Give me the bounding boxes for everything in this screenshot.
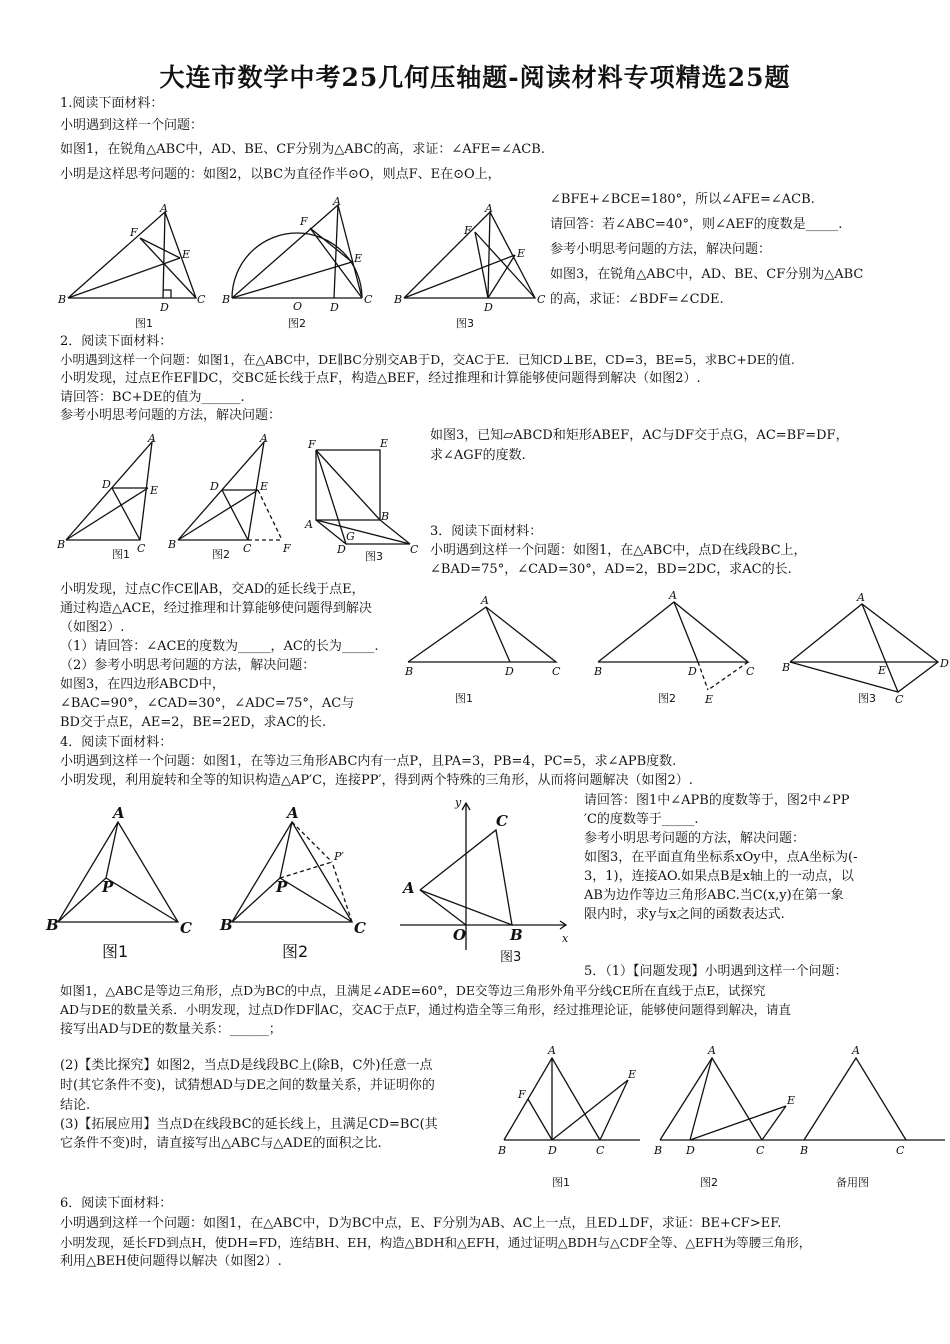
svg-text:B: B [800, 1144, 809, 1157]
svg-text:B: B [58, 293, 67, 306]
svg-text:P: P [102, 878, 114, 896]
svg-text:图3: 图3 [858, 692, 876, 705]
svg-text:备用图: 备用图 [836, 1176, 869, 1189]
svg-text:F: F [300, 215, 308, 228]
p3-line-7: ∠BAC=90°，∠CAD=30°，∠ADC=75°，AC与 [60, 696, 355, 711]
svg-text:D: D [940, 657, 949, 670]
p3-right-3: ∠BAD=75°，∠CAD=30°，AD=2，BD=2DC，求AC的长. [430, 562, 792, 577]
svg-text:A: A [113, 804, 125, 822]
svg-text:B: B [782, 661, 791, 674]
svg-text:O: O [293, 300, 303, 313]
p5-line-9: 它条件不变)时，请直接写出△ABC与△ADE的面积之比. [60, 1136, 382, 1151]
p1-right-2: 请回答：若∠ABC=40°，则∠AEF的度数是_____. [550, 217, 843, 232]
svg-text:C: C [596, 1144, 605, 1157]
svg-text:B: B [57, 538, 66, 551]
svg-text:C: C [180, 919, 192, 937]
p2-right-1: 如图3，已知▱ABCD和矩形ABEF，AC与DF交于点G，AC=BF=DF， [430, 428, 849, 443]
p1-right-4: 如图3，在锐角△ABC中，AD、BE、CF分别为△ABC [550, 267, 864, 282]
p3-line-3: （如图2）. [60, 620, 125, 635]
p5-line-3: AD与DE的数量关系．小明发现，过点D作DF∥AC，交AC于点F，通过构造全等三角形，经过推理论证，能够使问题得到解决，请直 [60, 1002, 792, 1017]
p5-figure-3 [799, 1044, 945, 1189]
p2-line-1: 2．阅读下面材料： [60, 334, 173, 349]
svg-text:A: A [287, 804, 299, 822]
svg-text:C: C [197, 293, 206, 306]
p1-right-5: 的高，求证：∠BDF=∠CDE. [550, 292, 724, 307]
svg-text:图3: 图3 [456, 317, 474, 330]
p4-right-7: 限内时，求y与x之间的函数表达式. [584, 907, 785, 922]
p2-right-2: 求∠AGF的度数. [430, 448, 526, 463]
svg-text:D: D [484, 301, 493, 314]
p1-line-4: 小明是这样思考问题的：如图2，以BC为直径作半⊙O，则点F、E在⊙O上， [60, 167, 501, 182]
svg-text:D: D [337, 543, 346, 556]
p1-line-1: 1.阅读下面材料： [60, 96, 164, 111]
svg-text:G: G [346, 530, 355, 543]
svg-text:C: C [552, 665, 561, 678]
p3-line-2: 通过构造△ACE，经过推理和计算能够使问题得到解决 [60, 601, 372, 616]
svg-text:D: D [688, 665, 697, 678]
p5-line-7: 结论. [60, 1098, 91, 1113]
p4-right-2: ′C的度数等于_____. [584, 812, 699, 827]
svg-text:y: y [455, 796, 462, 809]
svg-text:图1: 图1 [135, 317, 153, 330]
svg-text:E: E [705, 693, 714, 706]
svg-text:C: C [364, 293, 373, 306]
svg-text:F: F [518, 1088, 526, 1101]
svg-text:图1: 图1 [112, 548, 130, 561]
p4-right-6: AB为边作等边三角形ABC.当C(x,y)在第一象 [584, 888, 844, 903]
svg-text:B: B [394, 293, 403, 306]
svg-text:C: C [496, 812, 508, 830]
svg-text:A: A [148, 432, 156, 445]
p3-right-1: 3．阅读下面材料： [430, 524, 543, 539]
svg-text:图2: 图2 [212, 548, 230, 561]
svg-text:C: C [137, 542, 146, 555]
svg-text:D: D [210, 480, 219, 493]
svg-text:F: F [308, 438, 316, 451]
svg-text:图3: 图3 [365, 550, 383, 563]
p3-right-2: 小明遇到这样一个问题：如图1，在△ABC中，点D在线段BC上， [430, 543, 807, 558]
svg-text:E: E [182, 248, 191, 261]
svg-text:D: D [505, 665, 514, 678]
svg-text:A: A [548, 1044, 556, 1057]
p5-figure-1 [497, 1044, 640, 1189]
svg-text:D: D [160, 301, 169, 314]
svg-text:B: B [46, 916, 59, 934]
p6-line-2: 小明遇到这样一个问题：如图1，在△ABC中，D为BC中点，E、F分别为AB、AC上一点，且ED⊥DF，求证：BE+CF>EF. [60, 1216, 782, 1231]
svg-text:图3: 图3 [500, 950, 522, 965]
svg-text:A: A [403, 879, 415, 897]
svg-text:D: D [686, 1144, 695, 1157]
p5-line-4: 接写出AD与DE的数量关系：______； [60, 1022, 282, 1037]
svg-text:O: O [453, 926, 467, 944]
svg-text:D: D [548, 1144, 557, 1157]
svg-text:C: C [410, 543, 419, 556]
svg-text:A: A [160, 202, 168, 215]
svg-text:B: B [510, 926, 523, 944]
p5-line-8: (3)【拓展应用】当点D在线段BC的延长线上，且满足CD=BC(其 [60, 1117, 438, 1132]
svg-text:A: A [305, 518, 313, 531]
svg-text:A: A [857, 591, 865, 604]
p5-line-5: (2)【类比探究】如图2，当点D是线段BC上(除B，C外)任意一点 [60, 1058, 433, 1073]
svg-text:B: B [654, 1144, 663, 1157]
svg-text:B: B [405, 665, 414, 678]
svg-text:E: E [878, 664, 887, 677]
p3-line-5: （2）参考小明思考问题的方法，解决问题： [60, 658, 316, 673]
p1-right-1: ∠BFE+∠BCE=180°，所以∠AFE=∠ACB. [550, 192, 815, 207]
svg-text:B: B [222, 293, 231, 306]
svg-text:C: C [895, 693, 904, 706]
svg-text:E: E [150, 484, 159, 497]
p3-line-1: 小明发现，过点C作CE∥AB，交AD的延长线于点E， [60, 582, 365, 597]
svg-text:D: D [102, 478, 111, 491]
page-title: 大连市数学中考25几何压轴题-阅读材料专项精选25题 [159, 63, 791, 92]
p4-line-1: 4．阅读下面材料： [60, 735, 173, 750]
p5-line-2: 如图1，△ABC是等边三角形，点D为BC的中点，且满足∠ADE=60°，DE交等边三角形外角平分线CE所在直线于点E，试探究 [60, 983, 766, 998]
p3-line-8: BD交于点E，AE=2，BE=2ED，求AC的长. [60, 715, 327, 730]
p1-line-2: 小明遇到这样一个问题： [60, 118, 204, 133]
svg-text:E: E [354, 252, 363, 265]
p4-right-5: 3，1)，连接AO.如果点B是x轴上的一动点，以 [584, 869, 854, 884]
svg-text:C: C [537, 293, 546, 306]
svg-text:A: A [852, 1044, 860, 1057]
svg-text:F: F [464, 224, 472, 237]
p5-line-6: 时(其它条件不变)，试猜想AD与DE之间的数量关系，并证明你的 [60, 1078, 435, 1093]
svg-text:B: B [594, 665, 603, 678]
svg-text:P′: P′ [334, 850, 344, 863]
svg-text:D: D [330, 301, 339, 314]
svg-text:F: F [283, 542, 291, 555]
svg-text:图2: 图2 [282, 942, 309, 961]
svg-text:E: E [628, 1068, 637, 1081]
svg-text:图1: 图1 [455, 692, 473, 705]
p4-line-2: 小明遇到这样一个问题：如图1，在等边三角形ABC内有一点P，且PA=3，PB=4，PC=5，求∠APB度数. [60, 754, 677, 769]
p2-line-2: 小明遇到这样一个问题：如图1，在△ABC中，DE∥BC分别交AB于D，交AC于E．已知CD⊥BE，CD=3，BE=5，求BC+DE的值. [60, 352, 795, 367]
p2-line-4: 请回答：BC+DE的值为______. [60, 390, 245, 405]
p1-line-3: 如图1，在锐角△ABC中，AD、BE、CF分别为△ABC的高，求证：∠AFE=∠ACB. [60, 142, 545, 157]
p6-line-3: 小明发现，延长FD到点H，使DH=FD，连结BH、EH，构造△BDH和△EFH，通过证明△BDH与△CDF全等、△EFH为等腰三角形， [60, 1235, 812, 1250]
svg-text:C: C [896, 1144, 905, 1157]
svg-text:图1: 图1 [552, 1176, 570, 1189]
p2-line-5: 参考小明思考问题的方法，解决问题： [60, 408, 282, 423]
p6-line-1: 6．阅读下面材料： [60, 1196, 173, 1211]
svg-text:图2: 图2 [288, 317, 306, 330]
svg-text:F: F [130, 226, 138, 239]
svg-text:P: P [276, 878, 288, 896]
p4-right-3: 参考小明思考问题的方法，解决问题： [584, 831, 806, 846]
svg-text:A: A [481, 594, 489, 607]
p2-line-3: 小明发现，过点E作EF∥DC，交BC延长线于点F，构造△BEF，经过推理和计算能够使问题得到解决（如图2）. [60, 371, 701, 386]
p4-right-4: 如图3，在平面直角坐标系xOy中，点A坐标为(- [584, 850, 858, 865]
svg-text:B: B [220, 916, 233, 934]
svg-text:B: B [498, 1144, 507, 1157]
svg-text:A: A [260, 432, 268, 445]
p5-line-1: 5．（1）【问题发现】小明遇到这样一个问题： [584, 964, 848, 979]
svg-text:C: C [354, 919, 366, 937]
svg-text:A: A [669, 589, 677, 602]
svg-text:C: C [746, 665, 755, 678]
p4-right-1: 请回答：图1中∠APB的度数等于，图2中∠PP [584, 793, 850, 808]
svg-text:B: B [168, 538, 177, 551]
p1-right-3: 参考小明思考问题的方法，解决问题： [550, 242, 772, 257]
svg-text:图2: 图2 [700, 1176, 718, 1189]
p3-line-6: 如图3，在四边形ABCD中， [60, 677, 225, 692]
svg-text:x: x [562, 932, 569, 945]
p3-line-4: （1）请回答：∠ACE的度数为_____，AC的长为_____. [60, 639, 379, 654]
svg-text:E: E [517, 247, 526, 260]
svg-text:C: C [243, 542, 252, 555]
svg-text:A: A [708, 1044, 716, 1057]
p5-figure-2 [653, 1044, 800, 1189]
svg-text:E: E [380, 437, 389, 450]
svg-text:E: E [787, 1094, 796, 1107]
svg-text:图2: 图2 [658, 692, 676, 705]
svg-text:图1: 图1 [102, 942, 129, 961]
svg-text:A: A [333, 195, 341, 208]
svg-text:B: B [381, 510, 390, 523]
svg-text:A: A [485, 202, 493, 215]
svg-text:C: C [756, 1144, 765, 1157]
p4-line-3: 小明发现，利用旋转和全等的知识构造△AP′C，连接PP′，得到两个特殊的三角形，从而将问题解决（如图2）. [60, 773, 693, 788]
svg-text:E: E [260, 480, 269, 493]
p6-line-4: 利用△BEH使问题得以解决（如图2）. [60, 1254, 282, 1269]
